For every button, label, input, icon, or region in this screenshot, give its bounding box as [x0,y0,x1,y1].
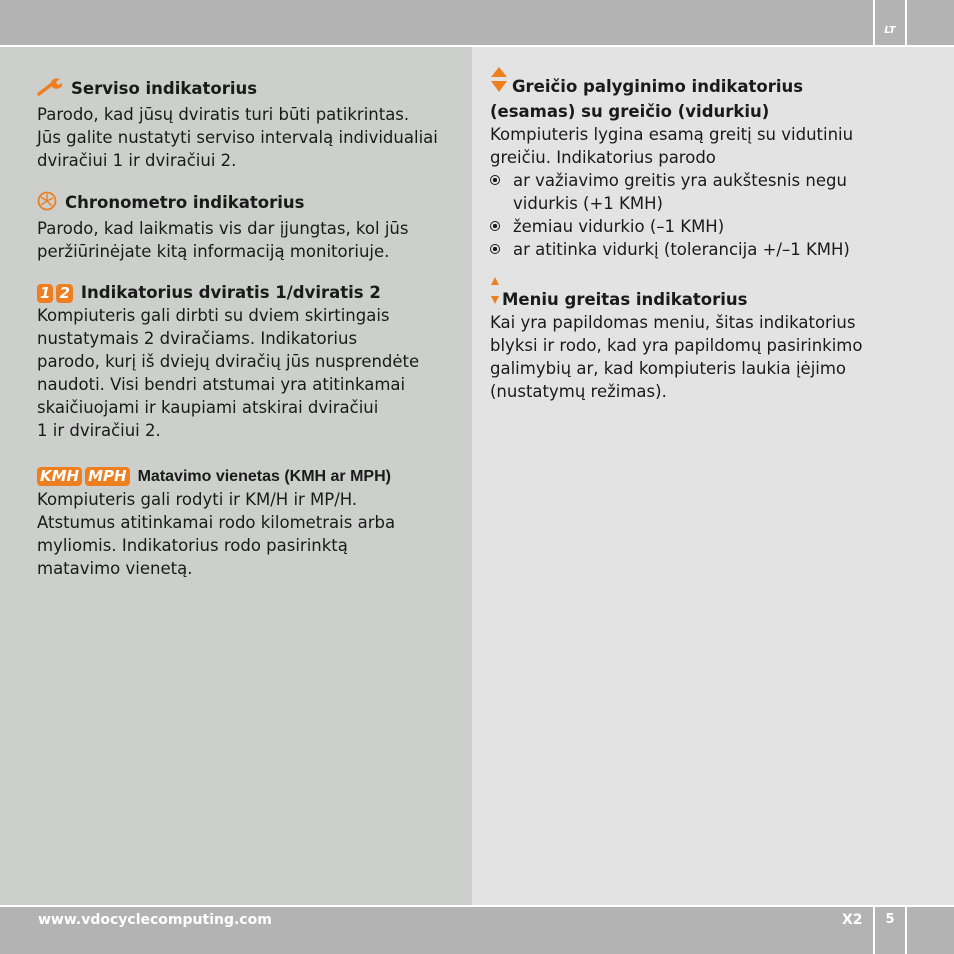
menu-title: Meniu greitas indikatorius [502,290,748,309]
up-down-arrows-icon [490,66,508,100]
page-number-tab [873,907,907,954]
up-arrow-icon [490,269,500,292]
wrench-icon [37,77,65,103]
stopwatch-icon [37,191,59,217]
units-title: Matavimo vienetas (KMH ar MPH) [137,468,391,485]
language-label: LT [884,25,896,36]
list-item: žemiau vidurkio (–1 KMH) [490,215,930,238]
service-section [37,77,462,172]
menu-text: Kai yra papildomas meniu, šitas indikatorius blyksi ir rodo, kad yra papildomų pasirinkimo galimybių ar, kad kompiuteris laukia įėjimo (nustatymų režimas). [490,313,863,401]
top-bar [0,0,954,45]
chrono-section [37,191,462,263]
chrono-title: Chronometro indikatorius [65,193,305,212]
bike-title: Indikatorius dviratis 1/dviratis 2 [80,283,381,302]
footer-model: X2 [842,912,863,928]
list-item: ar važiavimo greitis yra aukštesnis negu vidurkis (+1 KMH) [490,169,930,215]
speed-bullet-list [490,169,930,261]
units-text: Kompiuteris gali rodyti ir KM/H ir MP/H. Atstumus atitinkamai rodo kilometrais arba myliomis. Indikatorius rodo pasirinktą matavimo vienetą. [37,490,396,578]
chrono-text: Parodo, kad laikmatis vis dar įjungtas, kol jūs peržiūrinėjate kitą informaciją monitoriuje. [37,219,409,261]
language-tab [873,0,907,45]
service-text: Parodo, kad jūsų dviratis turi būti patikrintas. Jūs galite nustatyti serviso intervalą individualiai dviračiui 1 ir dviračiui 2. [37,105,438,170]
bullet-icon [490,221,500,231]
service-title: Serviso indikatorius [71,79,258,98]
units-section [37,464,462,580]
speed-title-line1: Greičio palyginimo indikatorius [512,77,804,96]
speed-title-line2: (esamas) su greičio (vidurkiu) [490,102,770,121]
speed-text: Kompiuteris lygina esamą greitį su vidutiniu greičiu. Indikatorius parodo [490,125,854,167]
list-item: ar atitinka vidurkį (tolerancija +/–1 KMH) [490,238,930,261]
bullet-icon [490,244,500,254]
footer-url: www.vdocyclecomputing.com [38,912,272,928]
menu-section [490,265,930,403]
bike-1-badge: 1 [37,284,53,303]
bike-section [37,281,462,442]
footer-bar [0,907,954,954]
kmh-badge: KMH [37,467,82,486]
speed-section [490,66,930,261]
bullet-icon [490,175,500,185]
bike-2-badge: 2 [56,284,72,303]
bike-text: Kompiuteris gali dirbti su dviem skirtingais nustatymais 2 dviračiams. Indikatorius parodo, kurį iš dviejų dviračių jūs nusprendėte naudoti. Visi bendri atstumai yra atitinkamai skaičiuojami ir kaupiami atskirai dviračiui 1 ir dviračiui 2. [37,306,420,440]
mph-badge: MPH [85,467,129,486]
page-number: 5 [885,912,895,927]
